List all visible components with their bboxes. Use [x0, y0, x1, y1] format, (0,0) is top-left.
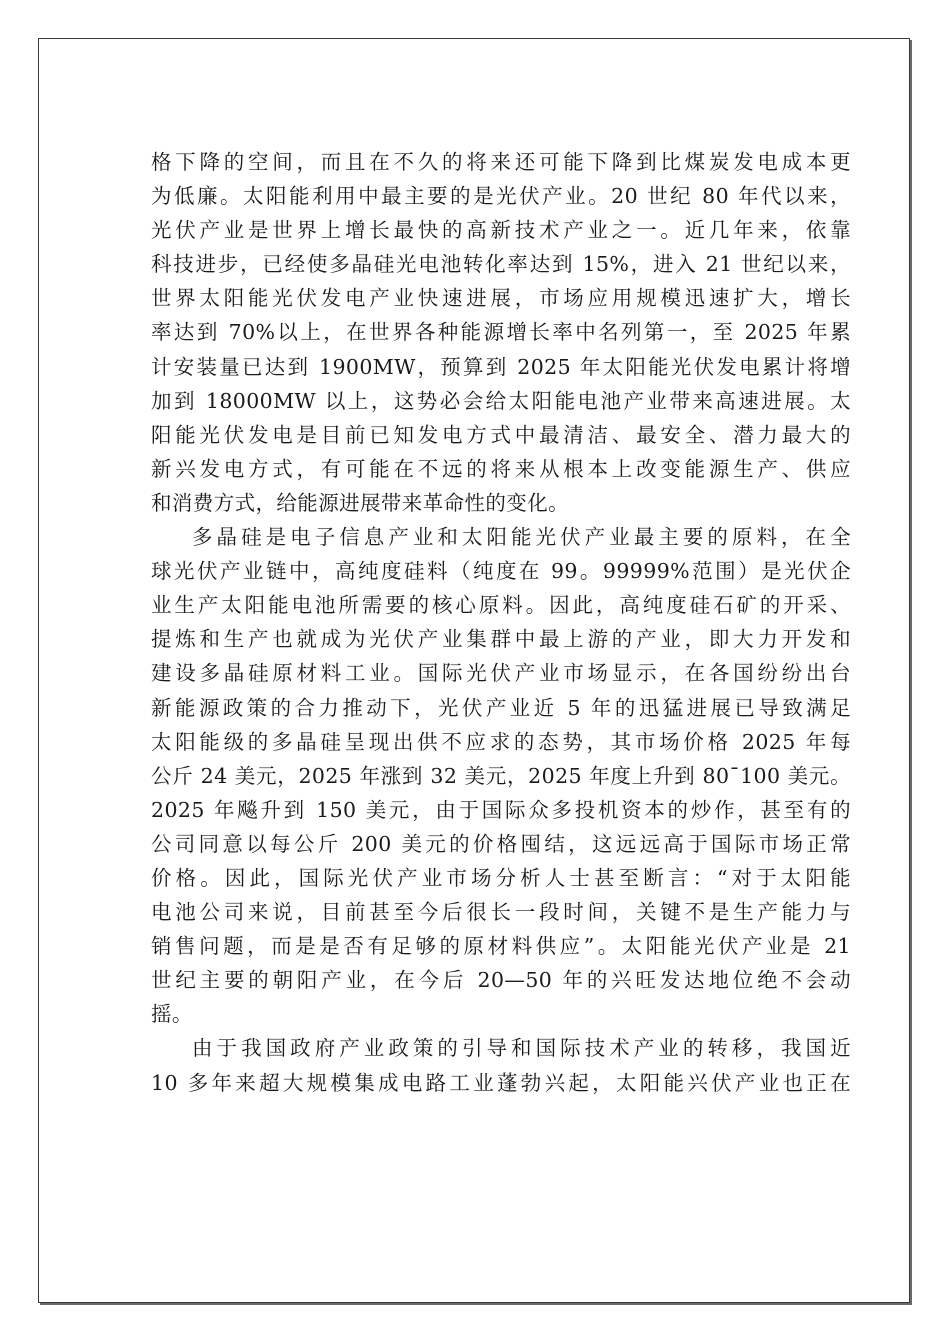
text-line: 价格。因此，国际光伏产业市场分析人士甚至断言：“对于太阳能 [151, 865, 851, 890]
text-line: 和消费方式，给能源进展带来革命性的变化。 [151, 490, 569, 515]
text-line: 新兴发电方式，有可能在不远的将来从根本上改变能源生产、供应 [151, 456, 851, 481]
text-line: 公司同意以每公斤 200 美元的价格囤结，这远远高于国际市场正常 [151, 831, 851, 856]
paragraph-1 [151, 145, 851, 520]
text-line: 光伏产业是世界上增长最快的高新技术产业之一。近几年来，依靠 [151, 218, 851, 243]
text-line: 多晶硅是电子信息产业和太阳能光伏产业最主要的原料，在全 [192, 525, 851, 550]
text-line: 阳能光伏发电是目前已知发电方式中最清洁、最安全、潜力最大的 [151, 422, 851, 447]
text-line: 新能源政策的合力推动下，光伏产业近 5 年的迅猛进展已导致满足 [151, 695, 851, 720]
text-line: 太阳能级的多晶硅呈现出供不应求的态势，其市场价格 2025 年每 [151, 729, 851, 754]
text-line: 球光伏产业链中，高纯度硅料（纯度在 99。99999%范围）是光伏企 [151, 559, 851, 584]
text-line: 业生产太阳能电池所需要的核心原料。因此，高纯度硅石矿的开采、 [151, 593, 851, 618]
text-line: 率达到 70%以上，在世界各种能源增长率中名列第一，至 2025 年累 [151, 320, 851, 345]
text-line: 科技进步，已经使多晶硅光电池转化率达到 15%，进入 21 世纪以来， [151, 252, 851, 277]
text-line: 为低廉。太阳能利用中最主要的是光伏产业。20 世纪 80 年代以来， [151, 184, 851, 209]
text-line: 提炼和生产也就成为光伏产业集群中最上游的产业，即大力开发和 [151, 627, 851, 652]
text-line: 加到 18000MW 以上，这势必会给太阳能电池产业带来高速进展。太 [151, 388, 851, 413]
text-line: 摇。 [151, 1002, 193, 1027]
text-line: 销售问题，而是是否有足够的原材料供应”。太阳能光伏产业是 21 [151, 934, 851, 959]
text-line: 公斤 24 美元，2025 年涨到 32 美元，2025 年度上升到 80¯100 美元。 [151, 763, 851, 788]
text-line: 电池公司来说，目前甚至今后很长一段时间，关键不是生产能力与 [151, 900, 851, 925]
text-line: 2025 年飚升到 150 美元，由于国际众多投机资本的炒作，甚至有的 [151, 797, 851, 822]
text-line: 10 多年来超大规模集成电路工业蓬勃兴起，太阳能兴伏产业也正在 [151, 1070, 851, 1095]
text-line: 世界太阳能光伏发电产业快速进展，市场应用规模迅速扩大，增长 [151, 286, 851, 311]
text-line: 世纪主要的朝阳产业，在今后 20—50 年的兴旺发达地位绝不会动 [151, 968, 851, 993]
text-line: 由于我国政府产业政策的引导和国际技术产业的转移，我国近 [192, 1036, 851, 1061]
document-body [151, 145, 851, 1100]
paragraph-3 [151, 1031, 851, 1099]
paragraph-2 [151, 520, 851, 1031]
text-line: 计安装量已达到 1900MW，预算到 2025 年太阳能光伏发电累计将增 [151, 354, 851, 379]
text-line: 建设多晶硅原材料工业。国际光伏产业市场显示，在各国纷纷出台 [151, 661, 851, 686]
text-line: 格下降的空间，而且在不久的将来还可能下降到比煤炭发电成本更 [151, 150, 851, 174]
